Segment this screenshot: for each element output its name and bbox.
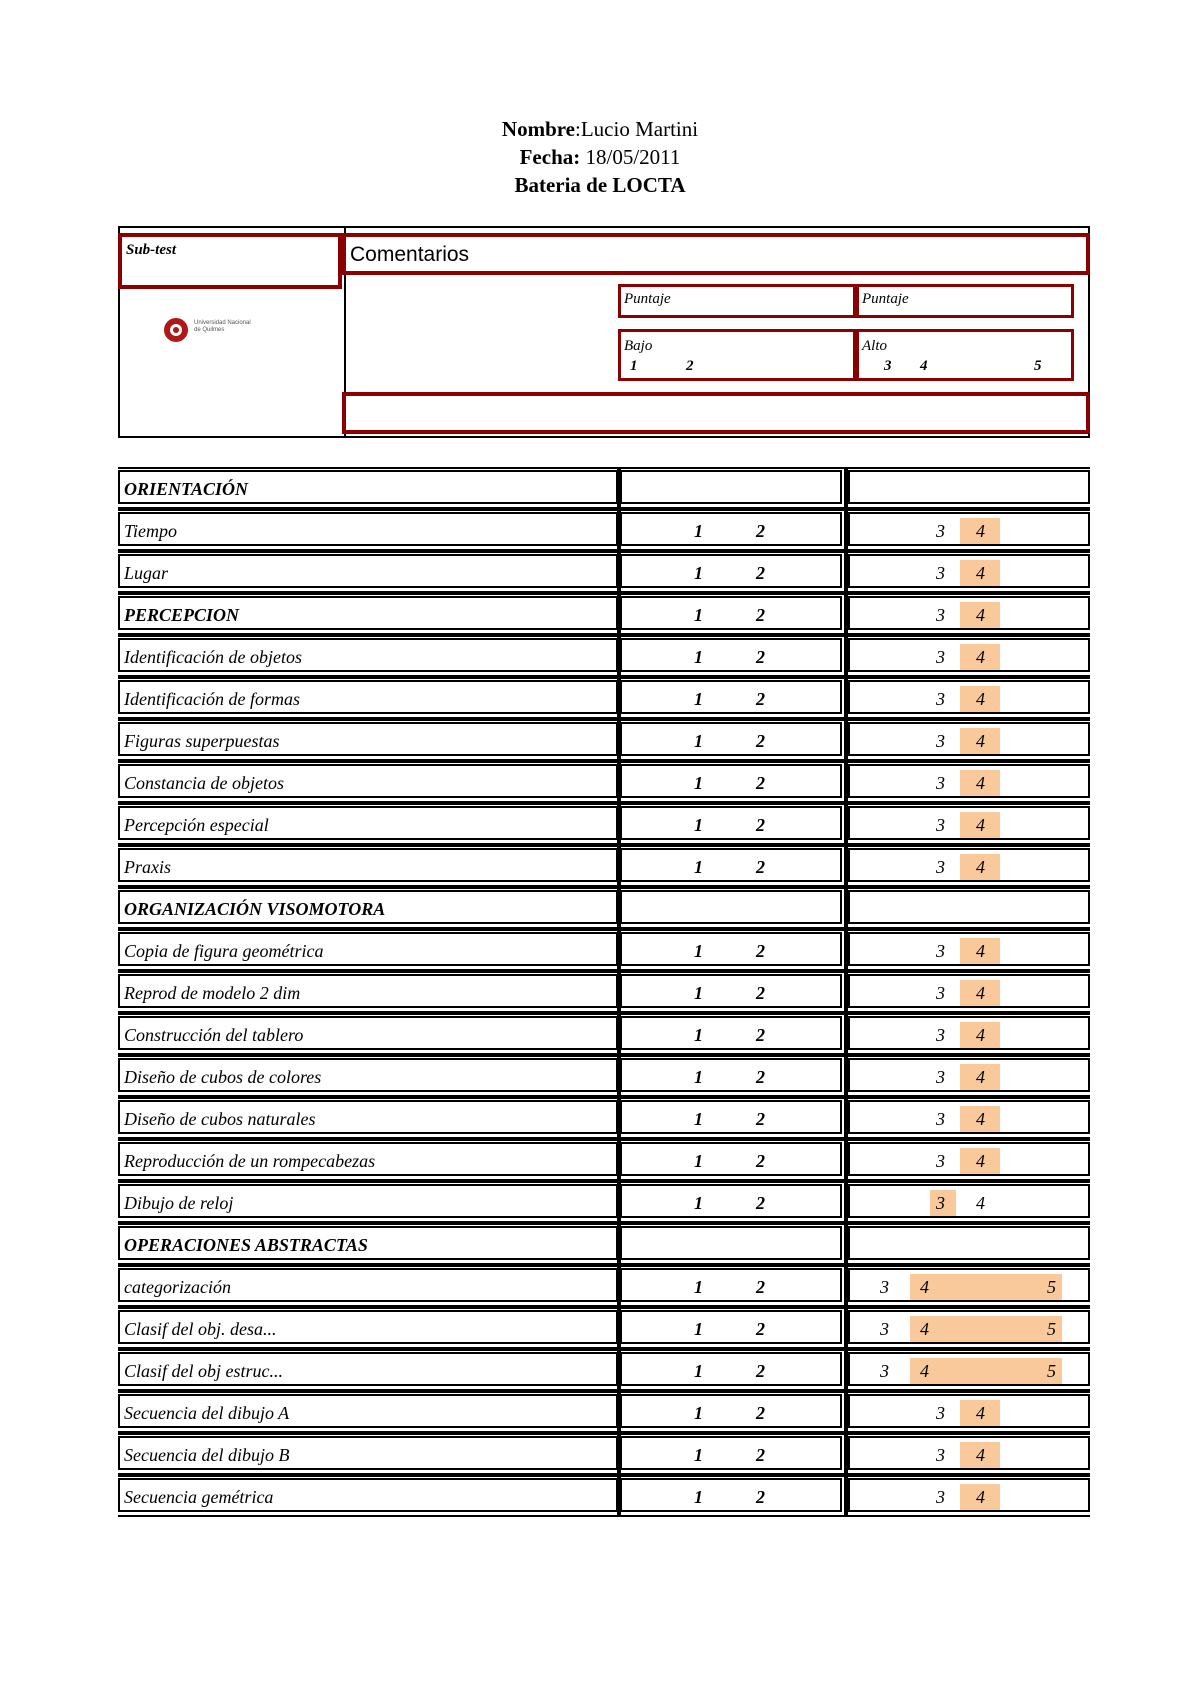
score-3[interactable]: 3 bbox=[936, 605, 945, 625]
score-1[interactable]: 1 bbox=[694, 647, 703, 667]
subtest-name: Diseño de cubos de colores bbox=[124, 1067, 322, 1087]
score-5[interactable]: 5 bbox=[1047, 1277, 1056, 1297]
subtest-cell bbox=[118, 1142, 618, 1176]
high-score-cell bbox=[848, 1394, 1090, 1428]
score-2[interactable]: 2 bbox=[756, 1193, 765, 1213]
score-3[interactable]: 3 bbox=[936, 1151, 945, 1171]
score-2[interactable]: 2 bbox=[756, 1067, 765, 1087]
score-4[interactable]: 4 bbox=[976, 941, 985, 961]
low-score-cell bbox=[620, 638, 842, 672]
row-top-line bbox=[118, 467, 1090, 469]
table-row bbox=[118, 929, 1090, 971]
score-4[interactable]: 4 bbox=[976, 983, 985, 1003]
subtest-label: Sub-test bbox=[126, 242, 177, 258]
table-row bbox=[118, 635, 1090, 677]
score-1[interactable]: 1 bbox=[694, 1151, 703, 1171]
table-row bbox=[118, 1265, 1090, 1307]
fecha-label: Fecha: bbox=[519, 145, 581, 169]
score-4[interactable]: 4 bbox=[976, 1193, 985, 1213]
table-row bbox=[118, 1307, 1090, 1349]
row-top-line bbox=[118, 551, 1090, 553]
low-score-cell bbox=[620, 1184, 842, 1218]
high-score-cell bbox=[848, 1058, 1090, 1092]
low-score-cell bbox=[620, 764, 842, 798]
score-3[interactable]: 3 bbox=[936, 521, 945, 541]
row-top-line bbox=[118, 1265, 1090, 1267]
score-4[interactable]: 4 bbox=[976, 1109, 985, 1129]
table-row bbox=[118, 803, 1090, 845]
score-1[interactable]: 1 bbox=[694, 605, 703, 625]
score-2[interactable]: 2 bbox=[756, 1109, 765, 1129]
high-score-cell bbox=[848, 554, 1090, 588]
subtest-cell bbox=[118, 1058, 618, 1092]
low-score-cell bbox=[620, 1352, 842, 1386]
score-2[interactable]: 2 bbox=[756, 1445, 765, 1465]
row-top-line bbox=[118, 971, 1090, 973]
subtest-cell bbox=[118, 596, 618, 630]
score-1[interactable]: 1 bbox=[694, 1445, 703, 1465]
score-1[interactable]: 1 bbox=[694, 1361, 703, 1381]
row-top-line bbox=[118, 509, 1090, 511]
high-score-cell bbox=[848, 680, 1090, 714]
table-row bbox=[118, 1055, 1090, 1097]
score-1[interactable]: 1 bbox=[694, 563, 703, 583]
table-row bbox=[118, 467, 1090, 509]
score-table bbox=[118, 467, 1090, 1517]
section-heading: ORGANIZACIÓN VISOMOTORA bbox=[124, 899, 386, 919]
low-score-cell bbox=[620, 1100, 842, 1134]
score-4[interactable]: 4 bbox=[976, 605, 985, 625]
score-highlight bbox=[910, 1316, 1062, 1342]
bajo-label: Bajo bbox=[624, 338, 653, 354]
subtest-cell bbox=[118, 722, 618, 756]
score-4[interactable]: 4 bbox=[976, 1151, 985, 1171]
table-row bbox=[118, 1391, 1090, 1433]
low-score-cell bbox=[620, 596, 842, 630]
table-row bbox=[118, 1013, 1090, 1055]
score-3[interactable]: 3 bbox=[936, 941, 945, 961]
score-3[interactable]: 3 bbox=[936, 983, 945, 1003]
subtest-cell bbox=[118, 1352, 618, 1386]
subtest-name: Secuencia del dibujo A bbox=[124, 1403, 290, 1423]
score-2[interactable]: 2 bbox=[756, 1361, 765, 1381]
fecha-line bbox=[0, 143, 1200, 171]
subtest-name: Praxis bbox=[124, 857, 171, 877]
section-heading: ORIENTACIÓN bbox=[124, 479, 249, 499]
table-row bbox=[118, 845, 1090, 887]
subtest-name: Tiempo bbox=[124, 521, 178, 541]
alto-label: Alto bbox=[862, 338, 887, 354]
table-row bbox=[118, 1349, 1090, 1391]
score-5[interactable]: 5 bbox=[1047, 1319, 1056, 1339]
table-row bbox=[118, 1475, 1090, 1517]
subtest-cell bbox=[118, 1268, 618, 1302]
score-3[interactable]: 3 bbox=[936, 857, 945, 877]
row-top-line bbox=[118, 1013, 1090, 1015]
low-score-cell bbox=[620, 1142, 842, 1176]
alto-score-4: 4 bbox=[920, 358, 928, 374]
row-top-line bbox=[118, 1391, 1090, 1393]
score-3[interactable]: 3 bbox=[936, 1193, 945, 1213]
score-2[interactable]: 2 bbox=[756, 521, 765, 541]
score-1[interactable]: 1 bbox=[694, 773, 703, 793]
subtest-cell bbox=[118, 1016, 618, 1050]
subtest-cell bbox=[118, 974, 618, 1008]
low-score-cell bbox=[620, 932, 842, 966]
score-1[interactable]: 1 bbox=[694, 1403, 703, 1423]
low-score-cell bbox=[620, 974, 842, 1008]
low-score-cell bbox=[620, 848, 842, 882]
score-4[interactable]: 4 bbox=[976, 647, 985, 667]
alto-score-3: 3 bbox=[884, 358, 892, 374]
subtest-name: Identificación de objetos bbox=[124, 647, 302, 667]
high-score-cell bbox=[848, 596, 1090, 630]
score-4[interactable]: 4 bbox=[976, 521, 985, 541]
score-4[interactable]: 4 bbox=[920, 1361, 929, 1381]
score-3[interactable]: 3 bbox=[936, 1067, 945, 1087]
score-3[interactable]: 3 bbox=[936, 689, 945, 709]
subtest-cell bbox=[118, 1226, 618, 1260]
subtest-name: Figuras superpuestas bbox=[124, 731, 280, 751]
low-score-cell bbox=[620, 1226, 842, 1260]
subtest-name: categorización bbox=[124, 1277, 231, 1297]
score-1[interactable]: 1 bbox=[694, 1487, 703, 1507]
score-highlight bbox=[910, 1358, 1062, 1384]
score-2[interactable]: 2 bbox=[756, 1151, 765, 1171]
subtest-name: Reproducción de un rompecabezas bbox=[124, 1151, 376, 1171]
row-top-line bbox=[118, 1097, 1090, 1099]
logo-emblem-icon bbox=[164, 318, 188, 342]
score-4[interactable]: 4 bbox=[976, 1025, 985, 1045]
subtest-cell bbox=[118, 638, 618, 672]
section-heading: OPERACIONES ABSTRACTAS bbox=[124, 1235, 368, 1255]
row-top-line bbox=[118, 1223, 1090, 1225]
score-3[interactable]: 3 bbox=[936, 731, 945, 751]
low-score-cell bbox=[620, 1478, 842, 1512]
row-top-line bbox=[118, 1181, 1090, 1183]
row-top-line bbox=[118, 845, 1090, 847]
subtest-cell bbox=[118, 512, 618, 546]
low-score-cell bbox=[620, 1310, 842, 1344]
subtest-cell bbox=[118, 890, 618, 924]
low-score-cell bbox=[620, 1394, 842, 1428]
subtest-name: Copia de figura geométrica bbox=[124, 941, 324, 961]
row-top-line bbox=[118, 719, 1090, 721]
row-top-line bbox=[118, 1433, 1090, 1435]
high-score-cell bbox=[848, 722, 1090, 756]
subtest-name: Clasif del obj estruc... bbox=[124, 1361, 283, 1381]
score-4[interactable]: 4 bbox=[976, 689, 985, 709]
score-2[interactable]: 2 bbox=[756, 773, 765, 793]
score-1[interactable]: 1 bbox=[694, 1067, 703, 1087]
score-5[interactable]: 5 bbox=[1047, 1361, 1056, 1381]
high-score-cell bbox=[848, 806, 1090, 840]
row-top-line bbox=[118, 929, 1090, 931]
table-row bbox=[118, 971, 1090, 1013]
subtest-cell bbox=[118, 932, 618, 966]
subtest-name: Reprod de modelo 2 dim bbox=[124, 983, 301, 1003]
puntaje-high-label: Puntaje bbox=[862, 291, 909, 307]
score-2[interactable]: 2 bbox=[756, 605, 765, 625]
score-2[interactable]: 2 bbox=[756, 1403, 765, 1423]
high-score-cell bbox=[848, 1016, 1090, 1050]
table-row bbox=[118, 1181, 1090, 1223]
low-score-cell bbox=[620, 1268, 842, 1302]
subtest-name: Identificación de formas bbox=[124, 689, 300, 709]
high-score-cell bbox=[848, 1142, 1090, 1176]
score-4[interactable]: 4 bbox=[976, 1067, 985, 1087]
bajo-score-1: 1 bbox=[630, 358, 638, 374]
score-2[interactable]: 2 bbox=[756, 563, 765, 583]
subtest-name: Lugar bbox=[124, 563, 169, 583]
subtest-name: Diseño de cubos naturales bbox=[124, 1109, 316, 1129]
score-4[interactable]: 4 bbox=[920, 1319, 929, 1339]
score-2[interactable]: 2 bbox=[756, 689, 765, 709]
score-4[interactable]: 4 bbox=[976, 1403, 985, 1423]
score-1[interactable]: 1 bbox=[694, 689, 703, 709]
high-score-cell bbox=[848, 1352, 1090, 1386]
legend-bottom-frame bbox=[342, 392, 1090, 434]
subtest-name: Clasif del obj. desa... bbox=[124, 1319, 277, 1339]
score-3[interactable]: 3 bbox=[936, 1025, 945, 1045]
score-4[interactable]: 4 bbox=[976, 563, 985, 583]
low-score-cell bbox=[620, 680, 842, 714]
row-top-line bbox=[118, 1475, 1090, 1477]
table-row bbox=[118, 761, 1090, 803]
subtest-name: Percepción especial bbox=[124, 815, 269, 835]
score-3[interactable]: 3 bbox=[936, 1445, 945, 1465]
high-score-cell bbox=[848, 470, 1090, 504]
score-3[interactable]: 3 bbox=[880, 1319, 889, 1339]
bajo-frame bbox=[618, 329, 856, 381]
row-top-line bbox=[118, 887, 1090, 889]
subtest-cell bbox=[118, 1100, 618, 1134]
table-row bbox=[118, 593, 1090, 635]
row-top-line bbox=[118, 1139, 1090, 1141]
table-row bbox=[118, 677, 1090, 719]
table-row bbox=[118, 1433, 1090, 1475]
row-top-line bbox=[118, 677, 1090, 679]
low-score-cell bbox=[620, 470, 842, 504]
high-score-cell bbox=[848, 638, 1090, 672]
low-score-cell bbox=[620, 1436, 842, 1470]
score-1[interactable]: 1 bbox=[694, 1277, 703, 1297]
nombre-label: Nombre bbox=[501, 117, 576, 141]
score-4[interactable]: 4 bbox=[976, 815, 985, 835]
nombre-value: :Lucio Martini bbox=[575, 117, 699, 141]
low-score-cell bbox=[620, 722, 842, 756]
score-highlight bbox=[910, 1274, 1062, 1300]
high-score-cell bbox=[848, 1478, 1090, 1512]
university-logo bbox=[164, 318, 251, 346]
subtest-cell bbox=[118, 848, 618, 882]
score-2[interactable]: 2 bbox=[756, 1487, 765, 1507]
high-score-cell bbox=[848, 1436, 1090, 1470]
score-1[interactable]: 1 bbox=[694, 815, 703, 835]
score-4[interactable]: 4 bbox=[976, 773, 985, 793]
table-row bbox=[118, 719, 1090, 761]
high-score-cell bbox=[848, 932, 1090, 966]
score-4[interactable]: 4 bbox=[920, 1277, 929, 1297]
high-score-cell bbox=[848, 974, 1090, 1008]
score-1[interactable]: 1 bbox=[694, 1319, 703, 1339]
alto-score-5: 5 bbox=[1034, 358, 1042, 374]
bajo-score-2: 2 bbox=[686, 358, 694, 374]
subtest-cell bbox=[118, 764, 618, 798]
high-score-cell bbox=[848, 1268, 1090, 1302]
subtest-name: Dibujo de reloj bbox=[124, 1193, 234, 1213]
high-score-cell bbox=[848, 1184, 1090, 1218]
high-score-cell bbox=[848, 1310, 1090, 1344]
low-score-cell bbox=[620, 806, 842, 840]
comentarios-label: Comentarios bbox=[350, 243, 470, 266]
subtest-cell bbox=[118, 470, 618, 504]
low-score-cell bbox=[620, 554, 842, 588]
bateria-title: Bateria de LOCTA bbox=[514, 173, 686, 197]
low-score-cell bbox=[620, 890, 842, 924]
subtest-name: Secuencia gemétrica bbox=[124, 1487, 274, 1507]
table-row bbox=[118, 509, 1090, 551]
row-top-line bbox=[118, 635, 1090, 637]
score-4[interactable]: 4 bbox=[976, 857, 985, 877]
row-bottom-line bbox=[118, 1515, 1090, 1517]
score-2[interactable]: 2 bbox=[756, 857, 765, 877]
score-2[interactable]: 2 bbox=[756, 941, 765, 961]
subtest-cell bbox=[118, 1394, 618, 1428]
score-3[interactable]: 3 bbox=[936, 1487, 945, 1507]
row-top-line bbox=[118, 761, 1090, 763]
logo-text: Universidad Nacional de Quilmes bbox=[194, 320, 251, 333]
score-2[interactable]: 2 bbox=[756, 647, 765, 667]
section-heading: PERCEPCION bbox=[124, 605, 240, 625]
subtest-name: Construcción del tablero bbox=[124, 1025, 304, 1045]
table-row bbox=[118, 1139, 1090, 1181]
score-2[interactable]: 2 bbox=[756, 1319, 765, 1339]
low-score-cell bbox=[620, 1016, 842, 1050]
row-top-line bbox=[118, 1055, 1090, 1057]
low-score-cell bbox=[620, 512, 842, 546]
score-1[interactable]: 1 bbox=[694, 1193, 703, 1213]
subtest-cell bbox=[118, 680, 618, 714]
subtest-name: Secuencia del dibujo B bbox=[124, 1445, 290, 1465]
high-score-cell bbox=[848, 1226, 1090, 1260]
score-2[interactable]: 2 bbox=[756, 731, 765, 751]
subtest-name: Constancia de objetos bbox=[124, 773, 284, 793]
high-score-cell bbox=[848, 848, 1090, 882]
row-top-line bbox=[118, 803, 1090, 805]
score-2[interactable]: 2 bbox=[756, 815, 765, 835]
row-top-line bbox=[118, 1349, 1090, 1351]
score-3[interactable]: 3 bbox=[880, 1277, 889, 1297]
score-3[interactable]: 3 bbox=[936, 1403, 945, 1423]
high-score-cell bbox=[848, 1100, 1090, 1134]
nombre-line bbox=[0, 115, 1200, 143]
score-4[interactable]: 4 bbox=[976, 731, 985, 751]
high-score-cell bbox=[848, 764, 1090, 798]
document-header bbox=[0, 115, 1200, 199]
score-4[interactable]: 4 bbox=[976, 1487, 985, 1507]
score-3[interactable]: 3 bbox=[936, 563, 945, 583]
puntaje-low-label: Puntaje bbox=[624, 291, 671, 307]
score-1[interactable]: 1 bbox=[694, 983, 703, 1003]
score-1[interactable]: 1 bbox=[694, 1109, 703, 1129]
fecha-value: 18/05/2011 bbox=[580, 145, 681, 169]
score-2[interactable]: 2 bbox=[756, 983, 765, 1003]
score-1[interactable]: 1 bbox=[694, 731, 703, 751]
row-top-line bbox=[118, 593, 1090, 595]
high-score-cell bbox=[848, 890, 1090, 924]
score-3[interactable]: 3 bbox=[936, 773, 945, 793]
row-top-line bbox=[118, 1307, 1090, 1309]
score-2[interactable]: 2 bbox=[756, 1025, 765, 1045]
score-3[interactable]: 3 bbox=[936, 815, 945, 835]
score-1[interactable]: 1 bbox=[694, 1025, 703, 1045]
score-4[interactable]: 4 bbox=[976, 1445, 985, 1465]
subtest-cell bbox=[118, 1184, 618, 1218]
score-1[interactable]: 1 bbox=[694, 857, 703, 877]
score-1[interactable]: 1 bbox=[694, 941, 703, 961]
subtest-cell bbox=[118, 806, 618, 840]
subtest-cell bbox=[118, 554, 618, 588]
score-3[interactable]: 3 bbox=[936, 1109, 945, 1129]
table-row bbox=[118, 887, 1090, 929]
subtest-cell bbox=[118, 1478, 618, 1512]
subtest-cell bbox=[118, 1436, 618, 1470]
high-score-cell bbox=[848, 512, 1090, 546]
subtest-cell bbox=[118, 1310, 618, 1344]
score-1[interactable]: 1 bbox=[694, 521, 703, 541]
score-2[interactable]: 2 bbox=[756, 1277, 765, 1297]
table-row bbox=[118, 1097, 1090, 1139]
table-row bbox=[118, 1223, 1090, 1265]
table-row bbox=[118, 551, 1090, 593]
score-3[interactable]: 3 bbox=[880, 1361, 889, 1381]
score-3[interactable]: 3 bbox=[936, 647, 945, 667]
low-score-cell bbox=[620, 1058, 842, 1092]
